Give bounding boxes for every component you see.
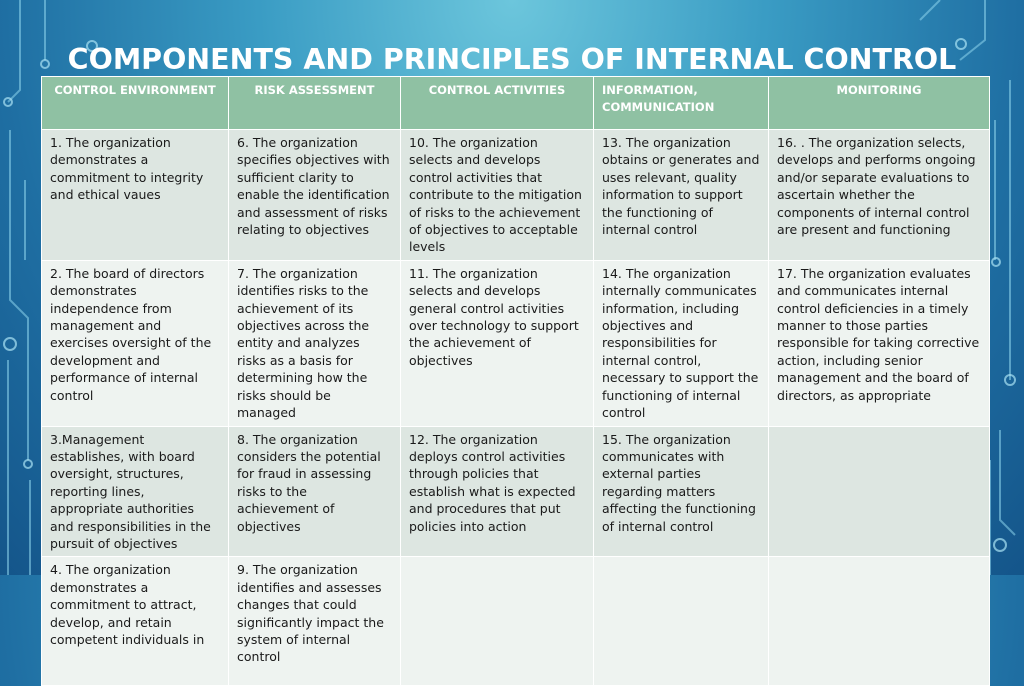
table-cell: 13. The organization obtains or generates and uses relevant, quality information to support the functioning of internal control <box>594 130 769 261</box>
table-row <box>42 260 990 426</box>
column-header-control-environment: CONTROL ENVIRONMENT <box>42 77 229 130</box>
table-row <box>42 130 990 261</box>
table-cell: 14. The organization internally communicates information, including objectives and responsibilities for internal control, necessary to support the functioning of internal control <box>594 260 769 426</box>
table-cell <box>769 426 990 557</box>
column-header-risk-assessment: RISK ASSESSMENT <box>229 77 401 130</box>
table-cell: 10. The organization selects and develops control activities that contribute to the mitigation of risks to the achievement of objectives to acceptable levels <box>401 130 594 261</box>
column-header-control-activities: CONTROL ACTIVITIES <box>401 77 594 130</box>
table-cell: 4. The organization demonstrates a commitment to attract, develop, and retain competent individuals in <box>42 557 229 686</box>
table-cell: 9. The organization identifies and assesses changes that could significantly impact the system of internal control <box>229 557 401 686</box>
table-header-row <box>42 77 990 130</box>
table-cell: 1. The organization demonstrates a commitment to integrity and ethical vaues <box>42 130 229 261</box>
table-cell: 8. The organization considers the potential for fraud in assessing risks to the achievement of objectives <box>229 426 401 557</box>
slide-title: COMPONENTS AND PRINCIPLES OF INTERNAL CONTROL <box>67 43 957 76</box>
principles-table <box>41 76 990 686</box>
table-cell: 11. The organization selects and develops general control activities over technology to support the achievement of objectives <box>401 260 594 426</box>
principles-table-container <box>41 76 989 665</box>
table-cell <box>594 557 769 686</box>
table-cell <box>401 557 594 686</box>
table-cell: 16. . The organization selects, develops and performs ongoing and/or separate evaluations to ascertain whether the components of internal control are present and functioning <box>769 130 990 261</box>
column-header-monitoring: MONITORING <box>769 77 990 130</box>
table-cell: 7. The organization identifies risks to the achievement of its objectives across the entity and analyzes risks as a basis for determining how the risks should be managed <box>229 260 401 426</box>
table-cell: 6. The organization specifies objectives with sufficient clarity to enable the identification and assessment of risks relating to objectives <box>229 130 401 261</box>
table-cell: 12. The organization deploys control activities through policies that establish what is expected and procedures that put policies into action <box>401 426 594 557</box>
table-row <box>42 557 990 686</box>
table-cell: 17. The organization evaluates and communicates internal control deficiencies in a timely manner to those parties responsible for taking corrective action, including senior management and the board of directors, as appropriate <box>769 260 990 426</box>
table-cell: 3.Management establishes, with board oversight, structures, reporting lines, appropriate authorities and responsibilities in the pursuit of objectives <box>42 426 229 557</box>
table-cell: 15. The organization communicates with external parties regarding matters affecting the functioning of internal control <box>594 426 769 557</box>
table-cell: 2. The board of directors demonstrates independence from management and exercises oversight of the development and performance of internal control <box>42 260 229 426</box>
column-header-information-communication: INFORMATION, COMMUNICATION <box>594 77 769 130</box>
table-cell <box>769 557 990 686</box>
table-row <box>42 426 990 557</box>
